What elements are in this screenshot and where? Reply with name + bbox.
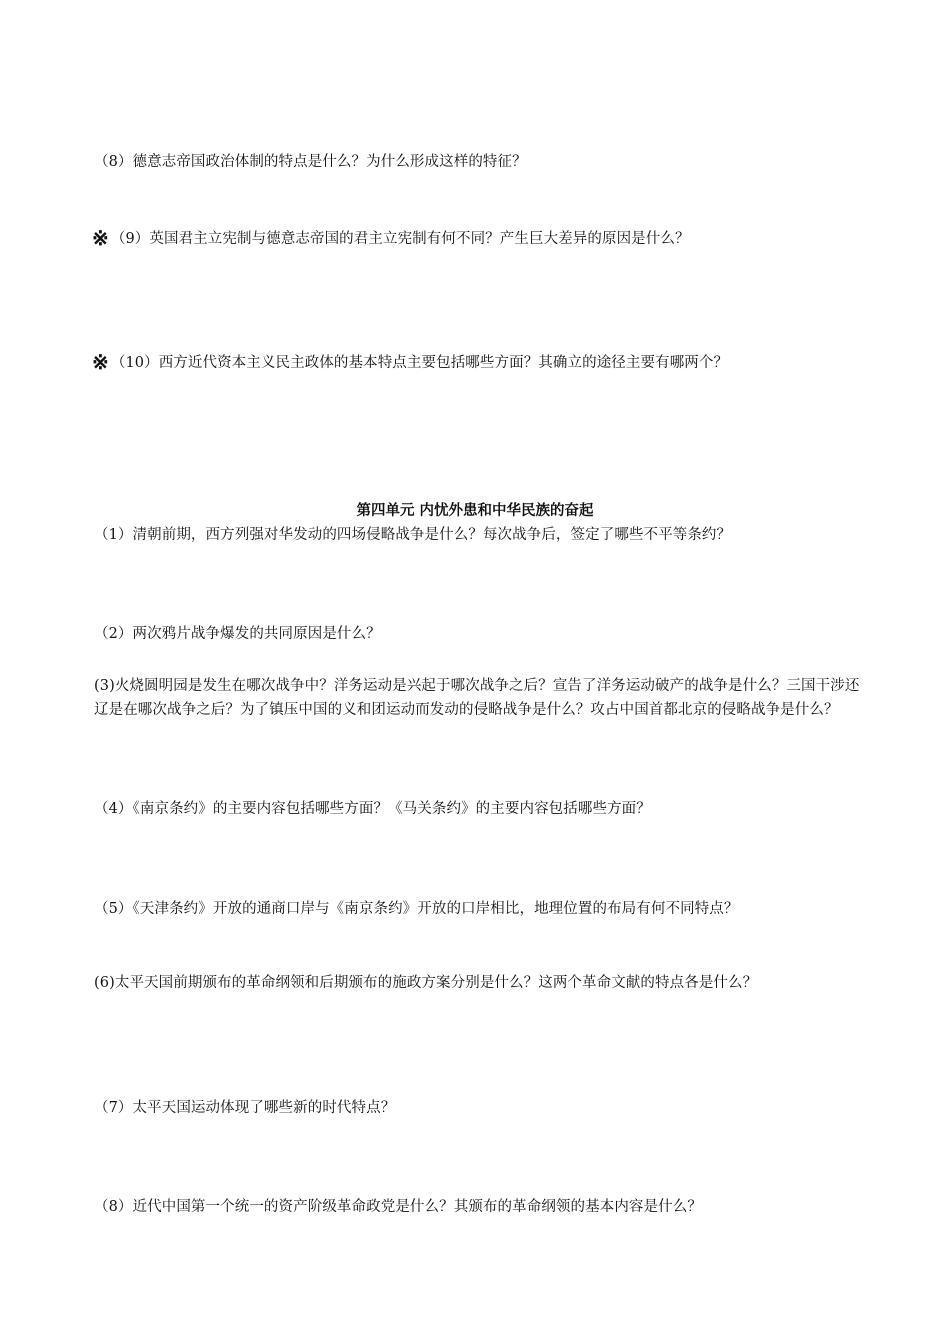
question-text: （1）清朝前期，西方列强对华发动的四场侵略战争是什么？每次战争后，签定了哪些不平等条约？ <box>94 527 732 543</box>
question-4-3 <box>94 674 864 722</box>
question-4-8 <box>94 1195 864 1219</box>
unit-title: 第四单元 内忧外患和中华民族的奋起 <box>356 502 594 519</box>
question-4-2 <box>94 622 864 646</box>
question-4-5 <box>94 897 864 921</box>
question-text: (3)火烧圆明园是发生在哪次战争中？洋务运动是兴起于哪次战争之后？宣告了洋务运动破产的战争是什么？三国干涉还辽是在哪次战争之后？为了镇压中国的义和团运动而发动的侵略战争是什么？攻占中国首都北京的侵略战争是什么？ <box>94 678 860 718</box>
question-4-4 <box>94 797 864 821</box>
question-text: （4）《南京条约》的主要内容包括哪些方面？《马关条约》的主要内容包括哪些方面？ <box>94 801 651 817</box>
reference-mark-icon: ※ <box>92 226 109 250</box>
question-text: (6)太平天国前期颁布的革命纲领和后期颁布的施政方案分别是什么？这两个革命文献的特点各是什么？ <box>94 975 758 991</box>
question-3-9 <box>92 226 862 251</box>
question-text: （8）德意志帝国政治体制的特点是什么？为什么形成这样的特征？ <box>94 154 527 170</box>
question-text: （5）《天津条约》开放的通商口岸与《南京条约》开放的口岸相比，地理位置的布局有何不同特点？ <box>94 901 739 917</box>
question-text: （10）西方近代资本主义民主政体的基本特点主要包括哪些方面？其确立的途径主要有哪两个？ <box>110 355 729 371</box>
question-text: （2）两次鸦片战争爆发的共同原因是什么？ <box>94 626 381 642</box>
question-text: （9）英国君主立宪制与德意志帝国的君主立宪制有何不同？产生巨大差异的原因是什么？ <box>110 231 690 247</box>
question-4-6 <box>94 971 864 995</box>
question-4-1 <box>94 523 864 547</box>
question-text: （7）太平天国运动体现了哪些新的时代特点？ <box>94 1100 396 1116</box>
question-3-8 <box>94 150 864 174</box>
question-4-7 <box>94 1096 864 1120</box>
reference-mark-icon: ※ <box>92 350 109 374</box>
question-text: （8）近代中国第一个统一的资产阶级革命政党是什么？其颁布的革命纲领的基本内容是什么？ <box>94 1199 702 1215</box>
question-3-10 <box>92 350 862 375</box>
